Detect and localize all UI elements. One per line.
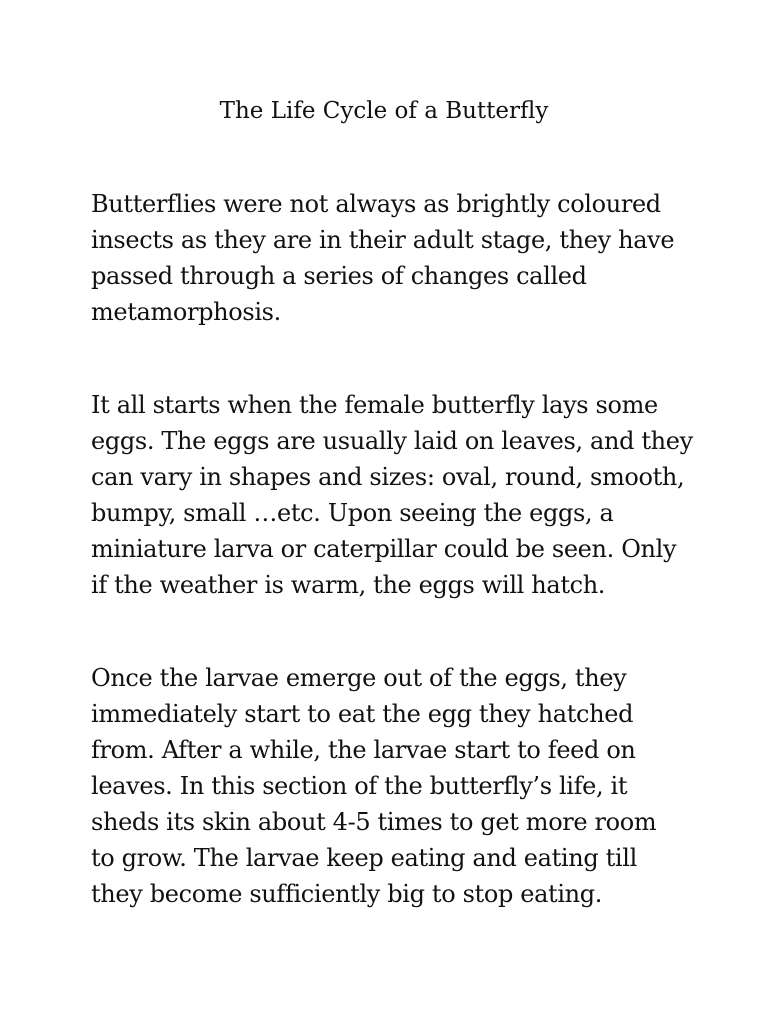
- paragraph-line: passed through a series of changes called: [91, 262, 587, 290]
- paragraph-line: leaves. In this section of the butterfly’s life, it: [91, 772, 628, 800]
- paragraph-line: miniature larva or caterpillar could be seen. Only: [91, 535, 677, 563]
- paragraph-line: sheds its skin about 4-5 times to get more room: [91, 808, 657, 836]
- paragraph-metamorphosis: [91, 186, 691, 330]
- paragraph-line: immediately start to eat the egg they hatched: [91, 700, 634, 728]
- document-title: The Life Cycle of a Butterfly: [219, 98, 549, 124]
- paragraph-line: eggs. The eggs are usually laid on leaves, and they: [91, 427, 693, 455]
- paragraph-line: It all starts when the female butterfly lays some: [91, 391, 658, 419]
- paragraph-line: Butterflies were not always as brightly coloured: [91, 190, 661, 218]
- paragraph-line: bumpy, small …etc. Upon seeing the eggs, a: [91, 499, 614, 527]
- paragraph-larvae: [91, 660, 691, 912]
- paragraph-line: insects as they are in their adult stage, they have: [91, 226, 675, 254]
- paragraph-line: if the weather is warm, the eggs will hatch.: [91, 571, 606, 599]
- paragraph-line: can vary in shapes and sizes: oval, round, smooth,: [91, 463, 685, 491]
- paragraph-line: to grow. The larvae keep eating and eating till: [91, 844, 637, 872]
- paragraph-eggs: [91, 387, 691, 603]
- paragraph-line: Once the larvae emerge out of the eggs, they: [91, 664, 627, 692]
- paragraph-line: from. After a while, the larvae start to feed on: [91, 736, 636, 764]
- paragraph-line: they become sufficiently big to stop eating.: [91, 880, 603, 908]
- paragraph-line: metamorphosis.: [91, 298, 281, 326]
